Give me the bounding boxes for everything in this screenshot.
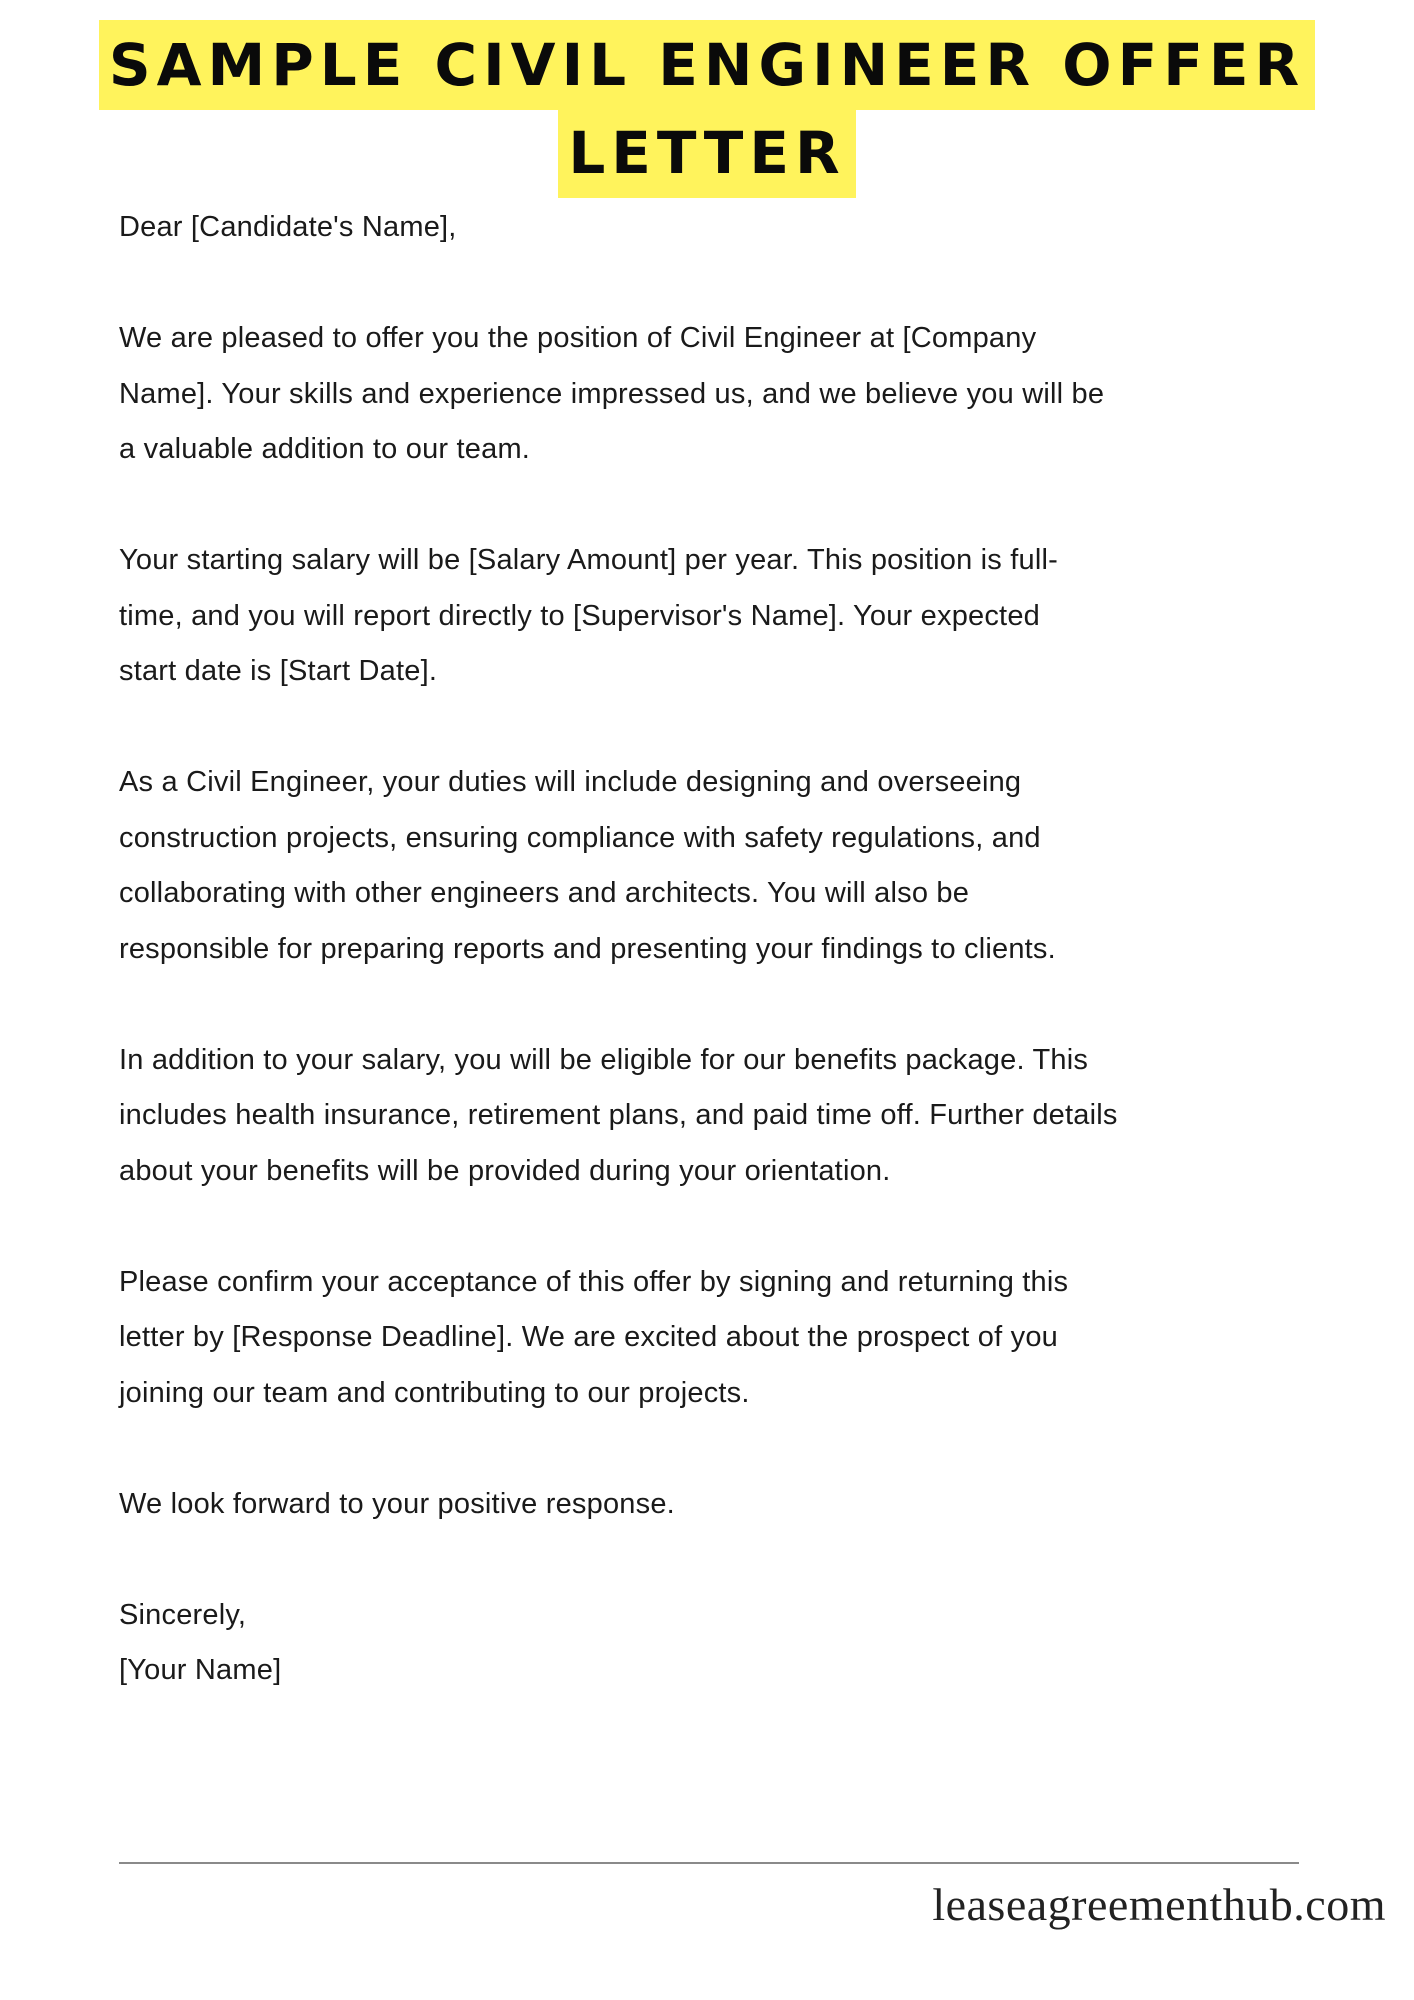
title-line-2: LETTER	[558, 108, 855, 198]
paragraph-line: collaborating with other engineers and architects. You will also be	[119, 877, 970, 909]
paragraph-line: As a Civil Engineer, your duties will include designing and overseeing	[119, 766, 1022, 798]
paragraph-line: We look forward to your positive response.	[119, 1487, 675, 1520]
signature-placeholder: [Your Name]	[119, 1654, 282, 1686]
paragraph-line: Name]. Your skills and experience impressed us, and we believe you will be	[119, 377, 1105, 410]
paragraph-line: joining our team and contributing to our projects.	[119, 1376, 750, 1409]
title-line-1: SAMPLE CIVIL ENGINEER OFFER	[99, 20, 1315, 110]
paragraph-duties	[119, 755, 1319, 977]
footer-divider	[119, 1862, 1299, 1864]
salutation	[119, 200, 1319, 256]
paragraph-line: a valuable addition to our team.	[119, 433, 531, 465]
paragraph-line: includes health insurance, retirement plans, and paid time off. Further details	[119, 1099, 1118, 1131]
closing-text: Sincerely,	[119, 1598, 247, 1631]
paragraph-line: construction projects, ensuring compliance with safety regulations, and	[119, 821, 1041, 854]
paragraph-line: about your benefits will be provided during your orientation.	[119, 1154, 891, 1187]
paragraph-offer	[119, 311, 1319, 478]
paragraph-line: letter by [Response Deadline]. We are excited about the prospect of you	[119, 1321, 1058, 1353]
paragraph-line: Please confirm your acceptance of this offer by signing and returning this	[119, 1265, 1069, 1298]
page-title	[0, 20, 1414, 198]
paragraph-acceptance	[119, 1255, 1319, 1422]
sign-off	[119, 1588, 1319, 1699]
letter-body	[119, 200, 1319, 1754]
paragraph-closing-remark	[119, 1477, 1319, 1533]
paragraph-salary	[119, 533, 1319, 700]
salutation-text: Dear [Candidate's Name],	[119, 211, 457, 243]
footer-brand: leaseagreementhub.com	[932, 1879, 1386, 1930]
paragraph-benefits	[119, 1033, 1319, 1200]
paragraph-line: In addition to your salary, you will be eligible for our benefits package. This	[119, 1043, 1089, 1076]
paragraph-line: Your starting salary will be [Salary Amount] per year. This position is full-	[119, 544, 1058, 576]
paragraph-line: responsible for preparing reports and presenting your findings to clients.	[119, 932, 1056, 965]
paragraph-line: We are pleased to offer you the position of Civil Engineer at [Company	[119, 322, 1037, 354]
paragraph-line: start date is [Start Date].	[119, 655, 438, 687]
paragraph-line: time, and you will report directly to [Supervisor's Name]. Your expected	[119, 599, 1040, 632]
